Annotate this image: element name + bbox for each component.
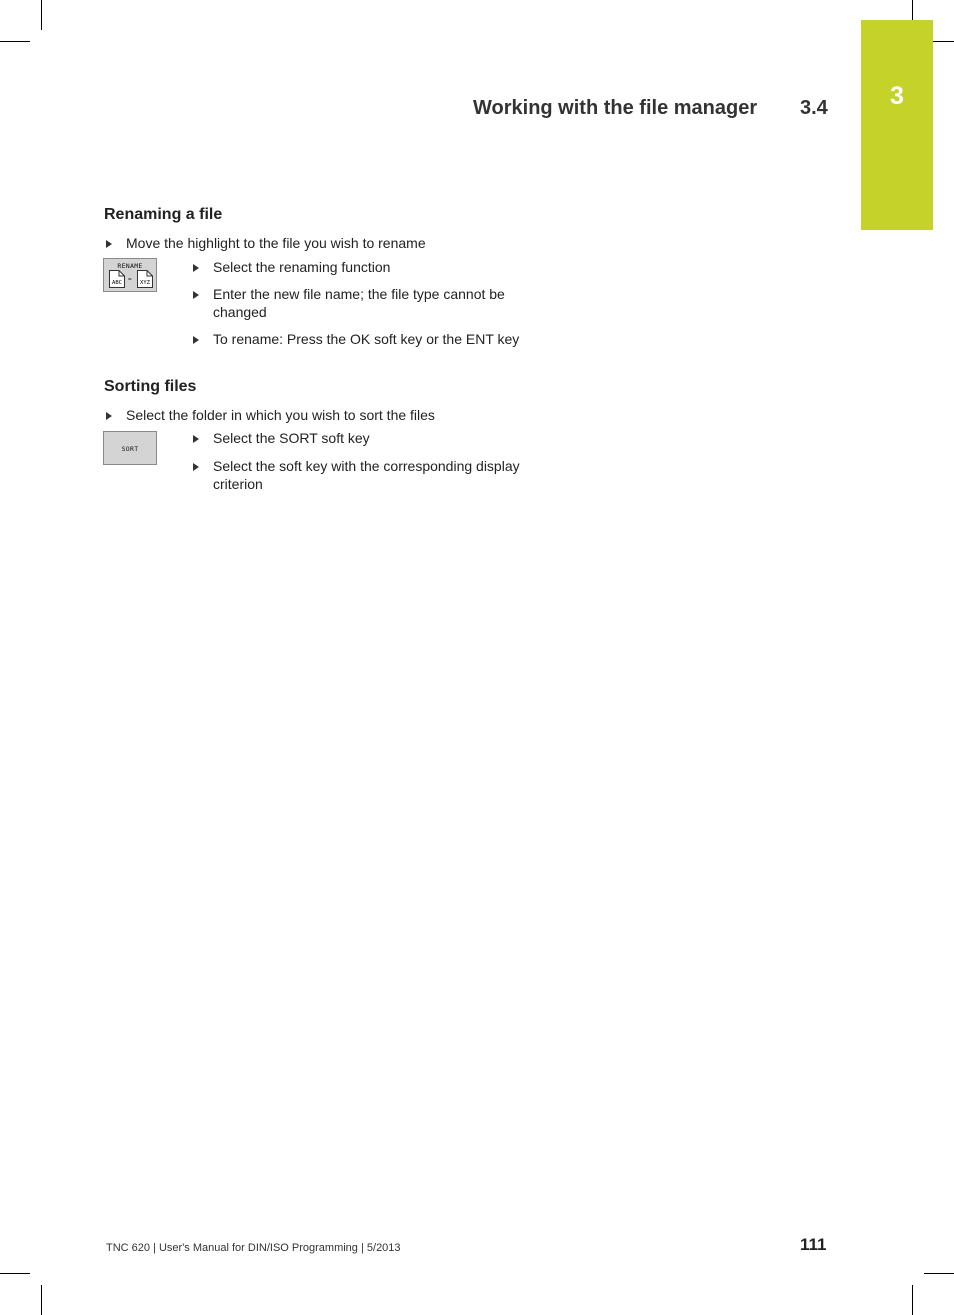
crop-mark (0, 41, 30, 42)
sort-softkey[interactable] (103, 431, 157, 465)
bullet-arrow-icon (193, 291, 199, 299)
step-text: Select the folder in which you wish to sort the files (126, 407, 435, 423)
step-text: To rename: Press the OK soft key or the ENT key (213, 331, 520, 347)
document-icon (137, 270, 153, 288)
crop-mark (41, 1285, 42, 1315)
section-title-renaming: Renaming a file (104, 206, 223, 223)
step-text: Select the soft key with the corresponding display criterion (213, 458, 520, 492)
step-text: Select the SORT soft key (213, 430, 370, 446)
crop-mark (41, 0, 42, 30)
document-icon (109, 270, 125, 288)
step-item (193, 259, 538, 277)
step-item (106, 407, 546, 425)
bullet-arrow-icon (193, 435, 199, 443)
crop-mark (924, 1273, 954, 1274)
step-text: Select the renaming function (213, 259, 391, 275)
step-text: Move the highlight to the file you wish to rename (126, 235, 426, 251)
bullet-arrow-icon (193, 336, 199, 344)
crop-mark (0, 1273, 30, 1274)
step-item (193, 430, 538, 448)
step-item (193, 331, 553, 349)
page-number: 111 (800, 1235, 827, 1254)
footer-text: TNC 620 | User's Manual for DIN/ISO Programming | 5/2013 (106, 1242, 401, 1254)
crop-mark (912, 1285, 913, 1315)
step-item (193, 286, 538, 321)
step-item (193, 458, 548, 493)
bullet-arrow-icon (106, 412, 112, 420)
step-text: Enter the new file name; the file type cannot be changed (213, 286, 505, 320)
equals-sign: = (128, 276, 132, 283)
bullet-arrow-icon (193, 264, 199, 272)
running-header (473, 97, 833, 127)
softkey-label: RENAME (117, 262, 143, 270)
chapter-number: 3 (890, 82, 904, 110)
softkey-label: SORT (121, 445, 139, 453)
document-label-old: ABC (112, 280, 122, 286)
chapter-tab (861, 20, 933, 230)
rename-softkey[interactable] (103, 258, 157, 292)
header-section-number: 3.4 (800, 97, 828, 119)
bullet-arrow-icon (193, 463, 199, 471)
header-title: Working with the file manager (473, 97, 758, 119)
bullet-arrow-icon (106, 240, 112, 248)
document-label-new: XYZ (140, 280, 150, 286)
step-item (106, 235, 546, 253)
section-title-sorting: Sorting files (104, 378, 197, 395)
